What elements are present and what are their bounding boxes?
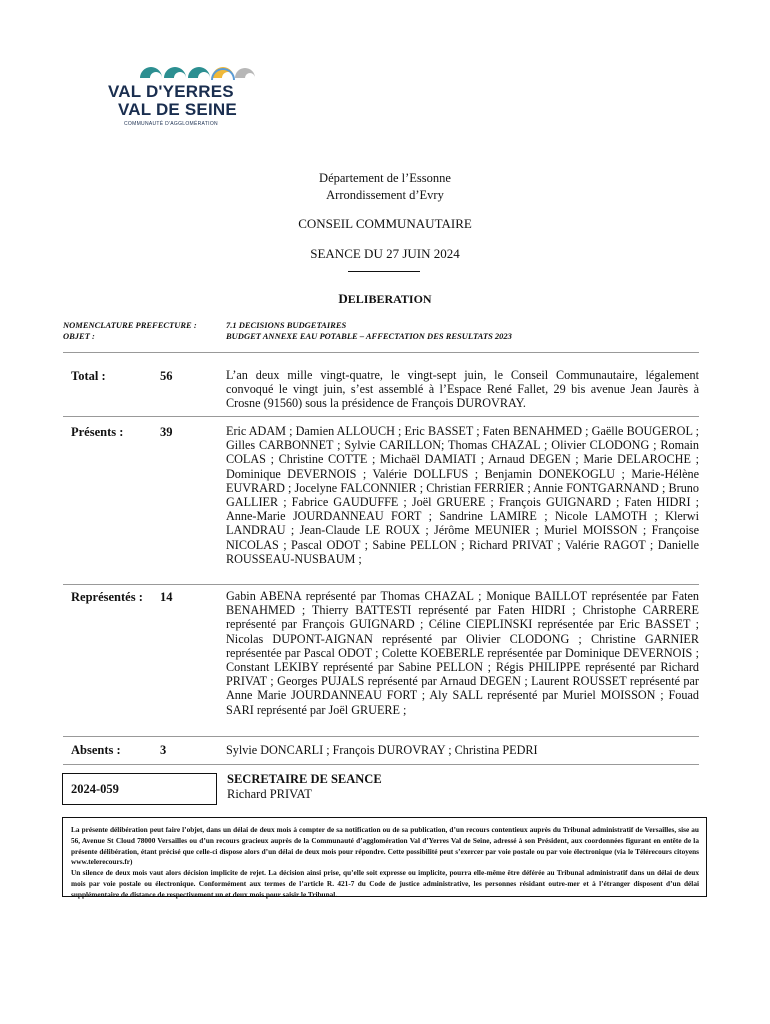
council-title: CONSEIL COMMUNAUTAIRE bbox=[298, 216, 472, 231]
deliberation-rest: ELIBERATION bbox=[347, 292, 432, 306]
representes-count: 14 bbox=[160, 590, 173, 604]
objet-value: BUDGET ANNEXE EAU POTABLE – AFFECTATION DES RESULTATS 2023 bbox=[226, 331, 512, 341]
secretary-name: Richard PRIVAT bbox=[227, 787, 312, 801]
department: Département de l’Essonne bbox=[319, 171, 451, 185]
nomenclature-label: NOMENCLATURE PREFECTURE : bbox=[63, 320, 197, 330]
arrondissement: Arrondissement d’Evry bbox=[326, 188, 444, 202]
header-rule bbox=[348, 271, 420, 272]
separator bbox=[63, 764, 699, 765]
legal-notice bbox=[62, 817, 707, 897]
nomenclature-value: 7.1 DECISIONS BUDGETAIRES bbox=[226, 320, 347, 330]
representes-text: Gabin ABENA représenté par Thomas CHAZAL ; Monique BAILLOT représentée par Faten BENAHMED ; Thierry BATTESTI représenté par Faten HIDRI ; Christophe CARRERE représenté par François GUIGNARD ; Céline CIEPLINSKI représentée par Eric BASSET ; Nicolas DUPONT-AIGNAN représenté par Olivier CLODONG ; Christine GARNIER représentée par Pascal ODOT ; Colette KOEBERLE représentée par Dominique DEVERNOIS ; Constant LEKIBY représenté par Sabine PELLON ; Régis PHILIPPE représenté par Richard PRIVAT ; Georges PUJALS représenté par Arnaud DEGEN ; Laurent ROUSSET représenté par Anne Marie JOURDANNEAU FORT ; Aly SALL représenté par Muriel MOISSON ; Fouad SARI représenté par Joël GRUERE ; bbox=[226, 589, 699, 717]
logo bbox=[104, 58, 256, 128]
secretary-title: SECRETAIRE DE SEANCE bbox=[227, 772, 382, 786]
presents-label: Présents : bbox=[71, 425, 124, 439]
legal-paragraph-2: Un silence de deux mois vaut alors décision implicite de rejet. La décision ainsi prise, qu’elle soit expresse ou implicite, pourra elle-même être déférée au Tribunal administratif dans un délai de deux mois par voie postale ou électronique. Conformément aux termes de l’article R. 421-7 du Code de justice administrative, les personnes résidant outre-mer et à l’étranger disposent d’un délai supplémentaire de distance de respectivement un et deux mois pour saisir le Tribunal. bbox=[71, 868, 699, 899]
logo-line-2: VAL DE SEINE bbox=[118, 100, 237, 119]
separator bbox=[63, 416, 699, 417]
objet-label: OBJET : bbox=[63, 331, 95, 341]
deliberation-number: 2024-059 bbox=[62, 773, 217, 805]
waves-logo-icon bbox=[138, 58, 256, 82]
total-label: Total : bbox=[71, 369, 106, 383]
legal-paragraph-1: La présente délibération peut faire l’objet, dans un délai de deux mois à compter de sa notification ou de sa publication, d’un recours contentieux auprès du Tribunal administratif de Versailles, sise au 56, Avenue St Cloud 78000 Versailles ou d’un recours gracieux auprès de la Communauté d’agglomération Val d’Yerres Val de Seine, adressé à son Président, aux coordonnées figurant en entête de la présente délibération, étant précisé que celle-ci dispose alors d’un délai de deux mois pour répondre. Cette possibilité peut s’exercer par voie postale ou par voie électronique (via le Télérecours citoyens www.telerecours.fr) bbox=[71, 825, 699, 867]
deliberation-title bbox=[0, 291, 770, 307]
total-count: 56 bbox=[160, 369, 173, 383]
separator bbox=[63, 352, 699, 353]
logo-subtitle: COMMUNAUTÉ D'AGGLOMÉRATION bbox=[124, 121, 218, 127]
session-date: SEANCE DU 27 JUIN 2024 bbox=[310, 246, 460, 261]
absents-count: 3 bbox=[160, 743, 167, 757]
logo-line-1: VAL D'YERRES bbox=[108, 82, 234, 101]
presents-text: Eric ADAM ; Damien ALLOUCH ; Eric BASSET ; Faten BENAHMED ; Gaëlle BOUGEROL ; Gilles CARBONNET ; Sylvie CARILLON; Thomas CHAZAL ; Olivier CLODONG ; Romain COLAS ; Christine COTTE ; Michaël DAMIATI ; Arnaud DEGEN ; Marie DELAROCHE ; Dominique DEVERNOIS ; Valérie DOLLFUS ; Benjamin DONEKOGLU ; Marie-Hélène EUVRARD ; Jocelyne FALCONNIER ; Christian FERRIER ; Annie FONTGARNAND ; Bruno GALLIER ; Fabrice GAUDUFFE ; Joël GRUERE ; François GUIGNARD ; Faten HIDRI ; Anne-Marie JOURDANNEAU FORT ; Sandrine LAMIRE ; Nicole LAMOTH ; Klerwi LANDRAU ; Jean-Claude LE ROUX ; Jérôme MEUNIER ; Muriel MOISSON ; Françoise NICOLAS ; Pascal ODOT ; Sabine PELLON ; Richard PRIVAT ; Valérie RAGOT ; Danielle ROUSSEAU-NUSBAUM ; bbox=[226, 424, 699, 566]
representes-label: Représentés : bbox=[71, 590, 143, 604]
absents-label: Absents : bbox=[71, 743, 121, 757]
presents-count: 39 bbox=[160, 425, 173, 439]
total-text: L’an deux mille vingt-quatre, le vingt-sept juin, le Conseil Communautaire, légalement convoqué le vingt juin, s’est assemblé à l’Espace René Fallet, 29 bis avenue Jean Jaurès à Crosne (91560) sous la présidence de François DUROVRAY. bbox=[226, 368, 699, 411]
separator bbox=[63, 584, 699, 585]
separator bbox=[63, 736, 699, 737]
deliberation-initial: D bbox=[338, 291, 348, 306]
absents-text: Sylvie DONCARLI ; François DUROVRAY ; Christina PEDRI bbox=[226, 743, 538, 757]
